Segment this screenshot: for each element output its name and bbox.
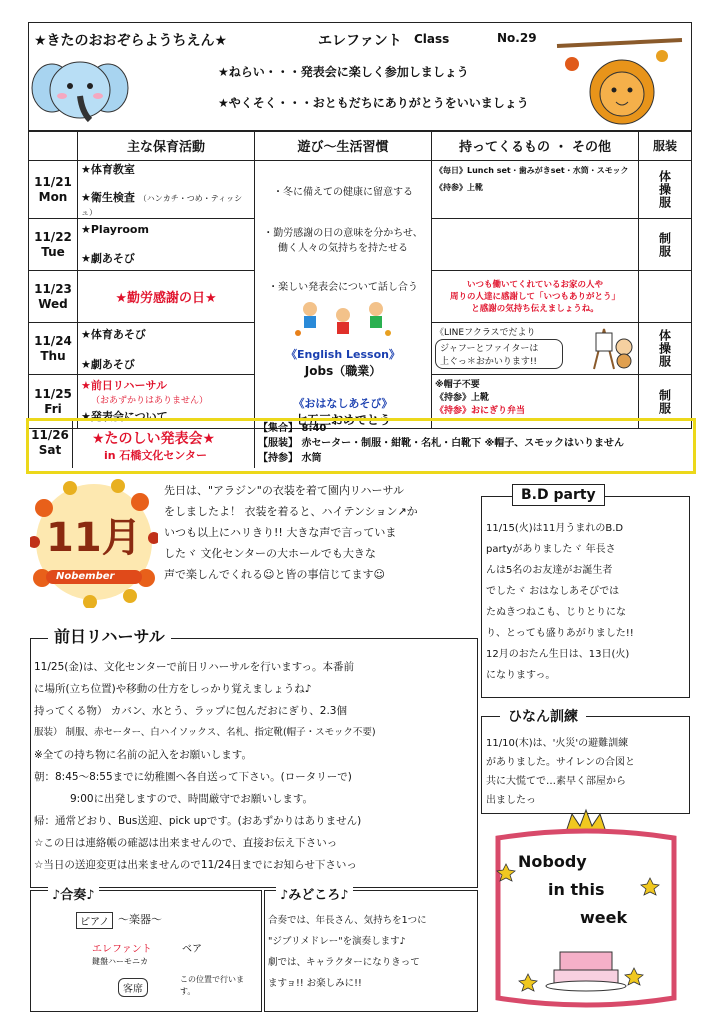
bd-line: になりますっ。 [486,670,556,681]
bd-line: り、とっても盛りあがりました!! [486,628,634,639]
activity-item: ★体育教室 [81,163,135,176]
highlights-line: 合奏では、年長さん、気持ちを1つに [268,915,427,926]
story-play-topic: 七五三おめでとう [294,413,391,427]
nobody-line: Nobody [518,852,587,871]
col-header-activity: 主な保育活動 [78,131,255,161]
bd-line: 11/15(火)は11月うまれのB.D [486,523,624,534]
rehearsal-line: 朝：8:45～8:55までに幼稚園へ各自送って下さい。(ロータリーで) [34,771,352,783]
intro-line: いつも以上にハリきり!! 大きな声で言っていま [164,526,397,539]
month-label: Nobember [56,571,115,582]
elephant-icon [30,50,130,130]
intro-line: をしましたよ！ 衣装を着ると、ハイテンション↗か [164,505,418,518]
bear-class-label: ベア [182,944,202,955]
dress-label: 体操服 [657,329,672,368]
nobody-line: week [580,908,628,927]
bring-line: 周りの人達に感謝して「いつもありがとう」 [449,291,620,302]
row-date: 11/24 [34,333,72,348]
activity-item: ★発表会について [81,410,168,423]
rehearsal-line: 持ってくる物） カバン、水とう、ラップに包んだおにぎり、2.3個 [34,705,347,717]
children-running-icon [288,299,398,339]
row-date: 11/26 [31,428,69,442]
activity-item: ★前日リハーサル [81,379,167,392]
asobi-line: ・楽しい発表会について話し合う [268,282,418,293]
rehearsal-line: 11/25(金)は、文化センターで前日リハーサルを行いますっ。本番前 [34,661,355,673]
bd-line: でしたヾ おはなしあそびでは [486,586,620,597]
aim-text: ★ねらい・・・発表会に楽しく参加しましょう [218,65,469,79]
bring-line: いつも働いてくれているお家の人や [466,279,603,290]
kenban-label: 鍵盤ハーモニカ [92,957,148,966]
bd-line: 12月のおたん生日は、13日(火) [486,649,630,660]
rehearsal-line: ☆この日は連絡帳の確認は出来ませんので、直接お伝え下さいっ [34,837,338,849]
bring-line: 《持参》上靴 [435,393,490,403]
drill-line: 出ましたっ [486,795,536,806]
col-header-asobi: 遊び～生活習慣 [255,131,432,161]
english-lesson-label: 《English Lesson》 [286,348,400,361]
bd-line: んは5名のお友達がお誕生者 [486,565,613,576]
activity-item: ★衛生検査 [81,191,135,204]
bring-line: 《LINEフクラスでだより [435,328,536,338]
highlights-title: ♪みどころ♪ [276,884,353,903]
activity-item: ★Playroom [81,223,149,236]
recital-row-divider [72,421,73,468]
lion-icon [552,34,690,130]
row-day: Fri [44,401,62,416]
row-date: 11/22 [34,229,72,244]
english-lesson-topic: Jobs（職業） [304,364,382,378]
asobi-line: ・冬に備えての健康に留意する [273,187,413,198]
recital-row-divider [254,421,255,468]
bd-line: partyがありましたヾ 年長さ [486,544,616,555]
schedule-table [28,130,692,429]
intro-line: したヾ 文化センターの大ホールでも大きな [164,547,376,560]
promise-text: ★やくそく・・・おともだちにありがとうをいいましょう [218,96,529,110]
bring-line: 《持参》おにぎり弁当 [435,406,526,416]
bd-line: たぬきつねこも、じりとりにな [486,607,626,618]
highlights-line: ますョ!! お楽しみに!! [268,978,362,989]
row-day: Sat [38,443,62,457]
instrument-label: ～楽器～ [118,913,162,926]
recital-line: 【持参】 水筒 [258,453,322,464]
activity-item: ★劇あそび [81,252,135,265]
recital-line: 【服装】 赤セーター・制服・紺靴・名札・白靴下 ※帽子、スモックはいりません [258,438,624,449]
holiday-label: ★勤労感謝の日★ [78,271,255,323]
drill-line: 共に大慌てで…素早く部屋から [486,776,626,787]
activity-item: ★劇あそび [81,357,135,371]
row-day: Tue [41,244,65,259]
story-play-label: 《おはなしあそび》 [293,397,393,410]
rehearsal-line: ☆当日の送迎変更は出来ませんので11/24日までにお知らせ下さいっ [34,859,357,871]
asobi-line: ・勤労感謝の日の意味を分かちせ、 [263,228,423,239]
activity-note: （ハンカチ・つめ・ティッシュ） [81,194,243,217]
activity-item: ★体育あそび [81,327,146,341]
bring-line: と感謝の気持ち伝えましょうね。 [471,303,599,314]
ensemble-title: ♪合奏♪ [48,884,99,903]
col-header-dress: 服装 [639,131,692,161]
highlights-line: "ジブリメドレー"を演奏します♪ [268,936,406,947]
school-name: ★きたのおおぞらようちえん★ [34,33,228,49]
rehearsal-line: ※全ての持ち物に名前の記入をお願いします。 [34,749,252,761]
nobody-line: in this [548,880,605,899]
elephant-class-label: エレファント [92,944,152,955]
class-word: Class [414,32,450,46]
position-note: この位置で行います。 [180,975,244,996]
row-date: 11/25 [34,386,72,401]
asobi-cell [255,161,432,429]
recital-line: 【集合】 8:40 [258,423,327,434]
rehearsal-line: 9:00に出発しますので、時間厳守でお願いします。 [70,793,314,805]
row-day: Mon [38,189,68,204]
rehearsal-line: 帰：通常どおり、Bus送迎、pick upです。(おあずかりはありません) [34,815,362,827]
activity-note: （おあずかりはありません） [91,396,209,406]
dress-label: 制服 [657,388,672,415]
highlights-line: 劇では、キャラクターになりきって [268,957,420,968]
bring-line: 《毎日》Lunch set・歯みがきset・水筒・スモック [435,166,629,175]
piano-label: ピアノ [76,912,113,929]
audience-label: 客席 [118,978,148,997]
bring-line: ジャフーとファイターは [440,344,539,354]
asobi-line: 働く人々の気持ちを持たせる [278,243,408,254]
evacuation-drill-title: ひなん訓練 [500,704,586,728]
recital-place: in 石橋文化センター [104,449,207,462]
rehearsal-line: に場所(立ち位置)や移動の仕方をしっかり覚えましょうね♪ [34,683,312,695]
class-name: エレファント [318,33,402,49]
table-row [29,161,692,219]
drill-line: がありました。サイレンの合図と [486,757,636,768]
rehearsal-title: 前日リハーサル [48,622,171,649]
row-date: 11/23 [34,281,72,296]
recital-title: ★たのしい発表会★ [92,431,216,447]
row-day: Wed [38,296,68,311]
col-header-bring: 持ってくるもの ・ その他 [432,131,639,161]
rehearsal-line: 服装） 制服、赤セーター、白ハイソックス、名札、指定靴(帽子・スモック不要) [34,727,376,738]
row-day: Thu [40,348,66,363]
bring-line: ※帽子不要 [435,380,480,390]
bd-party-title: B.D party [512,484,605,506]
bring-line: 上ぐっ＊おかいります!! [440,357,538,367]
issue-number: No.29 [497,31,537,45]
bring-line: 《持参》上靴 [435,183,483,192]
dress-label: 制服 [657,231,672,258]
dress-label: 体操服 [657,170,672,209]
intro-line: 先日は、"アラジン"の衣装を着て園内リハーサル [164,484,404,497]
row-date: 11/21 [34,174,72,189]
drill-line: 11/10(木)は、'火災'の避難訓練 [486,738,629,749]
intro-line: 声で楽しんでくれる☺と皆の事信じてます☺ [164,568,385,581]
easel-cat-icon [586,325,636,371]
month-number: 11月 [46,515,142,561]
